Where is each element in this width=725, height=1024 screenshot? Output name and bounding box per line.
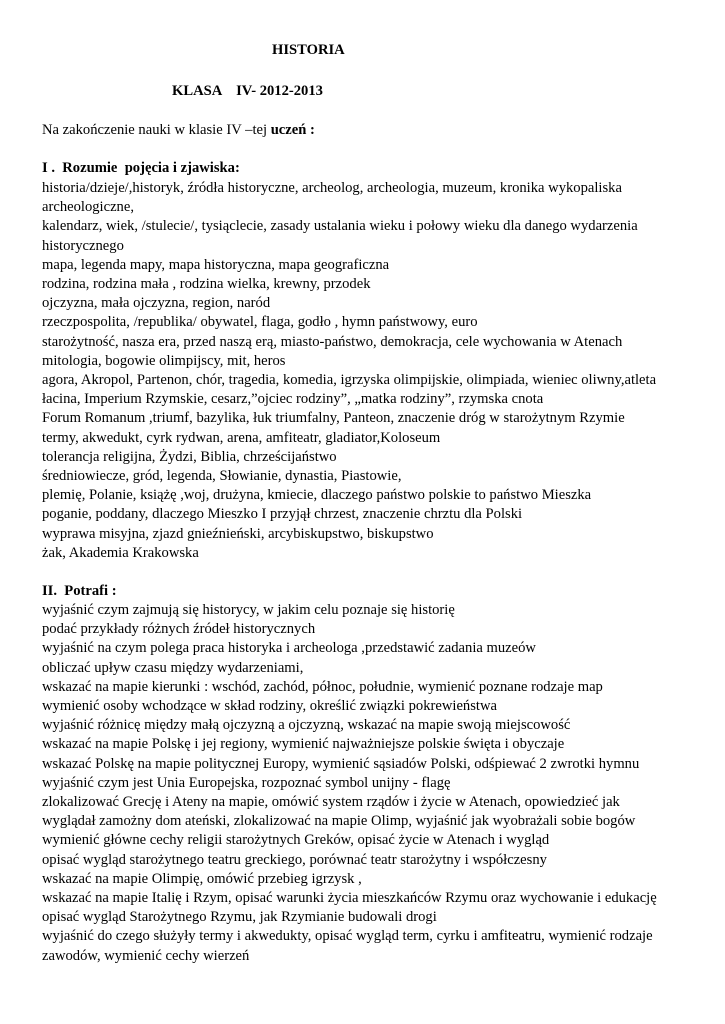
section1-line: mapa, legenda mapy, mapa historyczna, mapa geograficzna	[42, 256, 390, 273]
section2-line: wyjaśnić czym jest Unia Europejska, rozpoznać symbol unijny - flagę	[42, 774, 451, 791]
section1-line: starożytność, nasza era, przed naszą erą, miasto-państwo, demokracja, cele wychowania w Atenach	[42, 333, 623, 350]
section2-line: zawodów, wymienić cechy wierzeń	[42, 947, 250, 964]
section1-line: kalendarz, wiek, /stulecie/, tysiąclecie, zasady ustalania wieku i połowy wieku dla danego wydarzenia	[42, 218, 638, 235]
section2-line: wskazać na mapie Italię i Rzym, opisać warunki życia mieszkańców Rzymu oraz wychowanie i edukację	[42, 890, 657, 907]
section2-line: wskazać na mapie Polskę i jej regiony, wymienić najważniejsze polskie święta i obyczaje	[42, 736, 565, 753]
document-title: HISTORIA	[272, 42, 345, 58]
section1-line: termy, akwedukt, cyrk rydwan, arena, amfiteatr, gladiator,Koloseum	[42, 429, 441, 446]
section2-line: opisać wygląd Starożytnego Rzymu, jak Rzymianie budowali drogi	[42, 909, 437, 926]
intro-bold: uczeń :	[270, 122, 315, 138]
section1-line: tolerancja religijna, Żydzi, Biblia, chrześcijaństwo	[42, 448, 337, 465]
section2-line: wymienić osoby wchodzące w skład rodziny, określić związki pokrewieństwa	[42, 698, 497, 715]
class-year-heading: KLASA IV- 2012-2013	[172, 83, 323, 99]
intro-text: Na zakończenie nauki w klasie IV –tej	[42, 122, 271, 138]
section2-line: wskazać na mapie Olimpię, omówić przebieg igrzysk ,	[42, 870, 362, 887]
section2-line: wyjaśnić czym zajmują się historycy, w jakim celu poznaje się historię	[42, 602, 455, 618]
section2-line: opisać wygląd starożytnego teatru greckiego, porównać teatr starożytny i współczesny	[42, 851, 547, 868]
section1-line: agora, Akropol, Partenon, chór, tragedia, komedia, igrzyska olimpijskie, olimpiada, wieniec oliwny,atleta	[42, 372, 657, 389]
section1-line: plemię, Polanie, książę ,woj, drużyna, kmiecie, dlaczego państwo polskie to państwo Mieszka	[42, 487, 592, 504]
section2-line: wskazać na mapie kierunki : wschód, zachód, północ, południe, wymienić poznane rodzaje map	[42, 678, 603, 695]
section1-line: historia/dzieje/,historyk, źródła historyczne, archeolog, archeologia, muzeum, kronika wykopaliska	[42, 180, 622, 196]
section-2-list	[42, 601, 702, 966]
section-1-list	[42, 179, 702, 563]
section2-line: wyglądał zamożny dom ateński, zlokalizować na mapie Olimp, wyjaśnić jak wyobrażali sobie bogów	[42, 813, 636, 830]
section2-line: zlokalizować Grecję i Ateny na mapie, omówić system rządów i życie w Atenach, opowiedzieć jak	[42, 794, 620, 811]
section1-line: wyprawa misyjna, zjazd gnieźnieński, arcybiskupstwo, biskupstwo	[42, 525, 434, 542]
section1-line: Forum Romanum ,triumf, bazylika, łuk triumfalny, Panteon, znaczenie dróg w starożytnym Rzymie	[42, 410, 625, 427]
section1-line: rzeczpospolita, /republika/ obywatel, flaga, godło , hymn państwowy, euro	[42, 314, 478, 331]
section1-line: żak, Akademia Krakowska	[42, 544, 199, 561]
section1-line: średniowiecze, gród, legenda, Słowianie, dynastia, Piastowie,	[42, 468, 402, 485]
section2-line: wymienić główne cechy religii starożytnych Greków, opisać życie w Atenach i wygląd	[42, 832, 550, 849]
section1-line: łacina, Imperium Rzymskie, cesarz,”ojciec rodziny”, „matka rodziny”, rzymska cnota	[42, 391, 544, 408]
section1-line: historycznego	[42, 237, 124, 254]
section2-line: obliczać upływ czasu między wydarzeniami,	[42, 659, 304, 676]
section2-line: wyjaśnić do czego służyły termy i akwedukty, opisać wygląd term, cyrku i amfiteatru, wymienić rodzaje	[42, 928, 653, 945]
section2-line: wskazać Polskę na mapie politycznej Europy, wymienić sąsiadów Polski, odśpiewać 2 zwrotki hymnu	[42, 755, 640, 772]
section2-line: wyjaśnić na czym polega praca historyka i archeologa ,przedstawić zadania muzeów	[42, 640, 536, 657]
intro-paragraph	[42, 122, 315, 139]
section1-line: ojczyzna, mała ojczyzna, region, naród	[42, 295, 271, 312]
section1-line: poganie, poddany, dlaczego Mieszko I przyjął chrzest, znaczenie chrztu dla Polski	[42, 506, 523, 523]
section1-line: mitologia, bogowie olimpijscy, mit, heros	[42, 352, 286, 369]
section-2-heading: II. Potrafi :	[42, 583, 117, 599]
section2-line: wyjaśnić różnicę między małą ojczyzną a ojczyzną, wskazać na mapie swoją miejscowość	[42, 717, 571, 734]
section2-line: podać przykłady różnych źródeł historycznych	[42, 621, 316, 638]
section1-line: archeologiczne,	[42, 199, 134, 216]
section-1-heading: I . Rozumie pojęcia i zjawiska:	[42, 160, 240, 176]
section1-line: rodzina, rodzina mała , rodzina wielka, krewny, przodek	[42, 276, 371, 293]
